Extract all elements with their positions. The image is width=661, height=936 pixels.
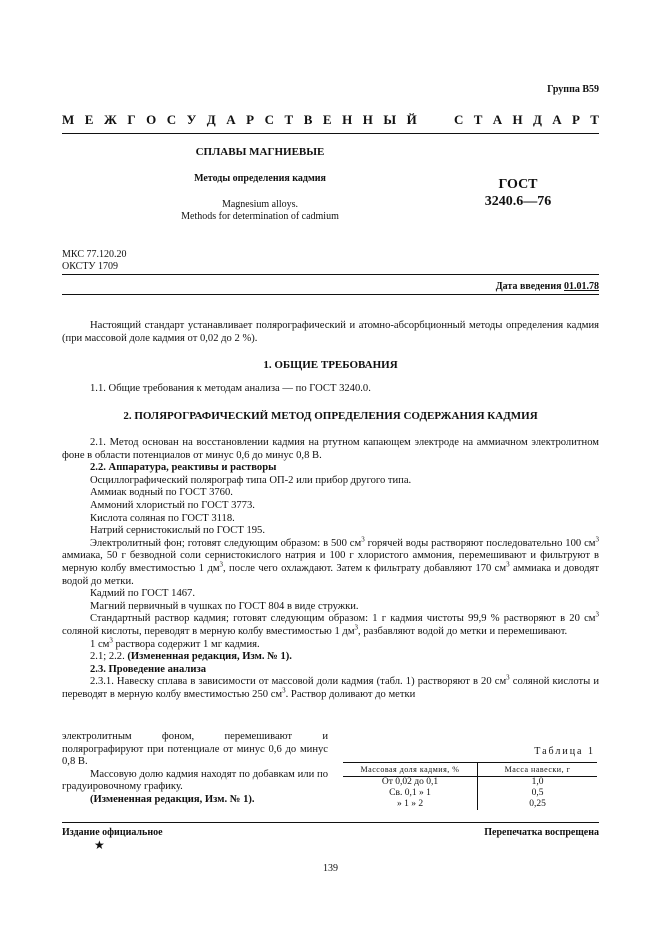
footer-rule [62,822,599,823]
banner-letter: Р [571,112,580,127]
banner-letter: Т [473,112,483,127]
codes-rule [62,274,599,275]
text-run: раствора содержит 1 мг кадмия. [112,638,260,650]
banner-letter: Г [127,112,136,127]
table-header-row [343,763,597,777]
superscript: 3 [361,535,365,544]
table-header-cell: Масса навески, г [478,763,598,777]
banner-letter: М [62,112,75,127]
banner-letter: Ж [103,112,117,127]
concentration-note [62,635,599,652]
standard-banner [62,112,599,128]
banner-letter: Т [590,112,599,127]
table-row [343,777,597,789]
table-cell: 1,0 [531,777,544,787]
table-1 [343,762,597,810]
banner-letter: Е [84,112,94,127]
superscript: 3 [109,635,113,644]
text-run: , разбавляют водой до метки и перемешивают. [358,625,568,637]
text-run: горячей воды растворяют последовательно 100 см [364,537,596,549]
text-run: аммиака и доводят водой до метки. [62,562,599,587]
list-item: Аммоний хлористый по ГОСТ 3773. [90,499,255,511]
banner-word-standard [454,112,599,128]
superscript: 3 [595,535,599,544]
superscript: 3 [219,560,224,569]
banner-letter: А [552,112,562,127]
banner-rule [62,133,599,134]
banner-letter: Й [406,112,417,127]
para-2-1: 2.1. Метод основан на восстановлении кадмия на ртутном капающем электроде на аммиачном электролитном фоне в области потенциалов от минус 0,6 до минус 0,8 В. [62,437,599,461]
text-run: Электролитный фон; готовят следующим образом: в 500 см [90,537,362,549]
left-col-para-2: Массовую долю кадмия находят по добавкам или по градуировочному графику. [62,768,328,793]
group-code: Группа В59 [547,84,599,95]
magnesium-item: Магний первичный в чушках по ГОСТ 804 в виде стружки. [90,600,359,612]
table-header-cell: Массовая доля кадмия, % [343,763,478,777]
banner-letter: Т [284,112,294,127]
okstu-code: ОКСТУ 1709 [62,261,119,272]
table-cell: Св. 0,1 » 1 [343,788,478,799]
star-icon: ★ [94,838,105,852]
introduction-date [496,281,599,292]
classification-codes [62,249,126,273]
gost-label: ГОСТ [498,177,538,192]
para-2-2-heading: 2.2. Аппаратура, реактивы и растворы [90,462,277,474]
list-item: Аммиак водный по ГОСТ 3760. [90,487,233,499]
english-title-line1: Magnesium alloys. [221,199,299,210]
banner-word-interstate [62,112,417,128]
left-column-text [62,731,328,807]
banner-letter: Н [342,112,353,127]
superscript: 3 [354,623,359,632]
standard-solution-paragraph [62,610,599,638]
gost-code: 3240.6—76 [484,194,552,209]
text-run: 2.3.1. Навеску сплава в зависимости от массовой доли кадмия (табл. 1) растворяют в 20 см [90,676,507,688]
table-cell: 0,25 [529,799,546,809]
text-run: 2.1; 2.2. [90,651,128,663]
page-number: 139 [323,863,338,874]
text-run: , после чего охлаждают. Затем к фильтрату добавляют 170 см [223,562,507,574]
banner-letter: В [303,112,313,127]
para-2-3-1 [62,673,600,701]
intro-paragraph [62,320,599,345]
gost-number [478,176,558,210]
banner-letter: А [226,112,236,127]
text-run: Стандартный раствор кадмия; готовят следующим образом: 1 г кадмия чистоты 99,9 % растворяют в 20 см [90,613,596,625]
table-caption: Таблица 1 [534,746,595,757]
banner-letter: У [186,112,197,127]
list-item: Натрий сернистокислый по ГОСТ 195. [90,525,265,537]
banner-letter: Р [246,112,255,127]
banner-letter: Д [206,112,216,127]
banner-letter: С [264,112,274,127]
banner-letter: Ы [383,112,397,127]
mks-code: МКС 77.120.20 [62,249,127,260]
section-2-heading: 2. ПОЛЯРОГРАФИЧЕСКИЙ МЕТОД ОПРЕДЕЛЕНИЯ СОДЕРЖАНИЯ КАДМИЯ [123,410,538,422]
text-run: 1 см [90,638,110,650]
superscript: 3 [282,686,286,695]
edit-note-bold: (Измененная редакция, Изм. № 1). [127,651,292,663]
intro-text: Настоящий стандарт устанавливает полярографический и атомно-абсорбционный методы определения кадмия (при массовой доле кадмия от 0,02 до 2 %). [62,320,599,344]
banner-letter: С [454,112,464,127]
table-cell: » 1 » 2 [343,799,478,810]
left-col-para-1: электролитным фоном, перемешивают и полярографируют при потенциале от минус 0,6 до минус 0,8 В. [62,731,328,768]
reprint-prohibited-label: Перепечатка воспрещена [484,827,599,838]
electrolyte-paragraph [62,535,599,588]
intro-date-label: Дата введения [495,281,562,292]
banner-letter: Н [362,112,373,127]
banner-letter: Д [532,112,542,127]
banner-letter: А [492,112,503,127]
document-subtitle: Методы определения кадмия [194,173,326,184]
banner-letter: С [166,112,177,127]
superscript: 3 [595,610,599,619]
table-row [343,788,597,799]
superscript: 3 [506,560,510,569]
table-row [343,799,597,810]
banner-letter: О [146,112,157,127]
text-run: соляной кислоты и переводят в мерную колбу вместимостью 250 см [62,676,600,700]
text-run: аммиака, 50 г безводной соли сернистокислого натрия и 100 г хлористого аммония, перемешивают и фильтруют в мерную колбу вместимостью 1 дм [62,550,599,574]
table-cell: 0,5 [531,788,544,798]
text-run: . Раствор доливают до метки [285,688,416,700]
section-2-body [62,437,599,701]
cadmium-item: Кадмий по ГОСТ 1467. [90,588,195,600]
para-1-1-text: 1.1. Общие требования к методам анализа — по ГОСТ 3240.0. [90,383,371,394]
list-item: Осциллографический полярограф типа ОП-2 или прибор другого типа. [90,474,412,486]
para-2-3-heading: 2.3. Проведение анализа [90,663,206,675]
official-edition-label: Издание официальное [62,827,163,838]
banner-letter: Е [322,112,332,127]
section-1-heading: 1. ОБЩИЕ ТРЕБОВАНИЯ [263,359,398,371]
document-title: СПЛАВЫ МАГНИЕВЫЕ [195,146,325,158]
list-item: Кислота соляная по ГОСТ 3118. [90,512,235,524]
superscript: 3 [506,673,510,682]
intro-date-value: 01.01.78 [564,281,599,292]
edit-note-2: (Измененная редакция, Изм. № 1). [90,793,255,805]
english-title-line2: Methods for determination of cadmium [181,211,339,222]
para-1-1 [62,383,599,396]
date-rule [62,294,599,295]
banner-letter: Н [512,112,523,127]
edit-note-1 [62,651,599,664]
table-cell: От 0,02 до 0,1 [343,777,478,789]
text-run: соляной кислоты, переводят в мерную колбу вместимостью 1 дм [62,625,355,637]
